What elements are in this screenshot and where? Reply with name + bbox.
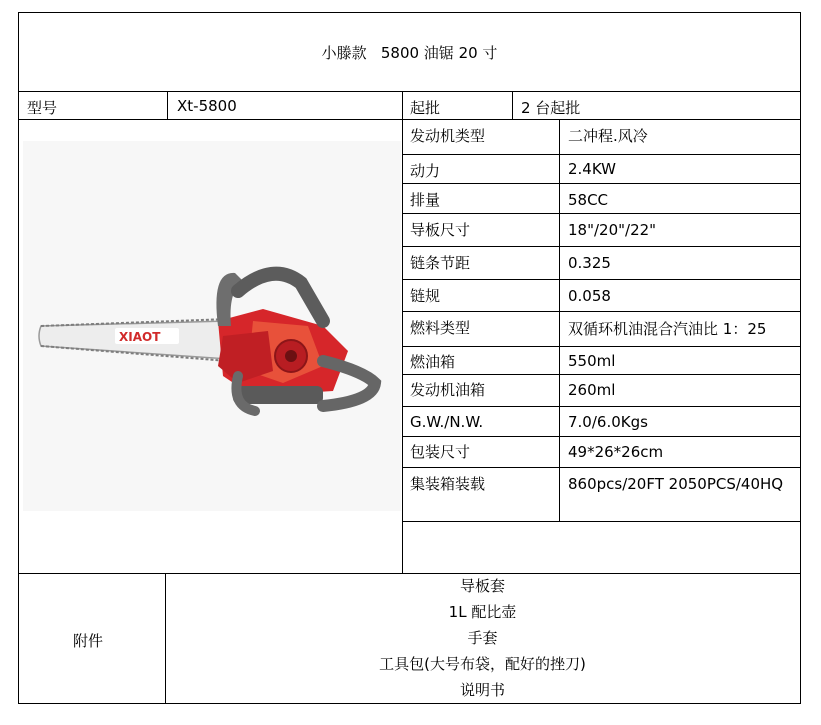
divider: [402, 91, 403, 573]
spec-value: 18"/20"/22": [568, 221, 657, 239]
divider: [402, 521, 800, 522]
divider: [19, 119, 800, 120]
list-item: 说明书: [459, 681, 505, 699]
spec-label: 动力: [410, 162, 441, 180]
divider: [402, 279, 800, 280]
spec-label: 链条节距: [410, 254, 471, 272]
spec-value: 49*26*26cm: [568, 443, 664, 461]
spec-value: 0.325: [568, 254, 611, 272]
spec-value: 7.0/6.0Kgs: [568, 413, 648, 431]
divider: [402, 406, 800, 407]
spec-value: 260ml: [568, 381, 616, 399]
spec-label: 燃油箱: [410, 353, 456, 371]
page-title: 小滕款 5800 油锯 20 寸: [321, 43, 498, 62]
brand-logo: XIAOT: [119, 330, 161, 344]
product-photo: [23, 121, 401, 521]
spec-label: 发动机油箱: [410, 381, 486, 399]
spec-value: 550ml: [568, 352, 616, 370]
spec-label: 包装尺寸: [410, 443, 471, 461]
spec-label: G.W./N.W.: [410, 413, 484, 431]
divider: [402, 154, 800, 155]
spec-value: 58CC: [568, 191, 609, 209]
divider: [19, 91, 800, 92]
divider: [402, 436, 800, 437]
list-item: 导板套: [459, 577, 505, 595]
spec-label: 发动机类型: [410, 127, 486, 145]
list-item: 1L 配比壶: [448, 603, 517, 621]
divider: [402, 183, 800, 184]
accessories-list: [165, 573, 800, 703]
spec-label: 燃料类型: [410, 319, 471, 337]
spec-value: 双循环机油混合汽油比 1：25: [568, 320, 767, 338]
moq-label: 起批: [410, 99, 441, 117]
divider: [402, 346, 800, 347]
divider: [167, 91, 168, 119]
spec-label: 排量: [410, 191, 441, 209]
divider: [512, 91, 513, 119]
model-label: 型号: [27, 99, 58, 117]
divider: [402, 311, 800, 312]
spec-label: 导板尺寸: [410, 221, 471, 239]
moq-value: 2 台起批: [521, 99, 581, 117]
spec-value: 860pcs/20FT 2050PCS/40HQ: [568, 475, 784, 493]
spec-value: 0.058: [568, 287, 611, 305]
spec-value: 二冲程.风冷: [568, 127, 648, 145]
divider: [402, 467, 800, 468]
spec-label: 链规: [410, 287, 441, 305]
spec-sheet: [18, 12, 801, 704]
model-value: Xt-5800: [177, 97, 237, 115]
divider: [402, 374, 800, 375]
accessories-label: 附件: [73, 632, 104, 650]
divider: [402, 213, 800, 214]
spec-value: 2.4KW: [568, 160, 616, 178]
spec-label: 集装箱装载: [410, 475, 486, 493]
list-item: 工具包(大号布袋，配好的挫刀): [379, 655, 586, 673]
divider: [559, 119, 560, 521]
list-item: 手套: [467, 629, 498, 647]
divider: [402, 246, 800, 247]
